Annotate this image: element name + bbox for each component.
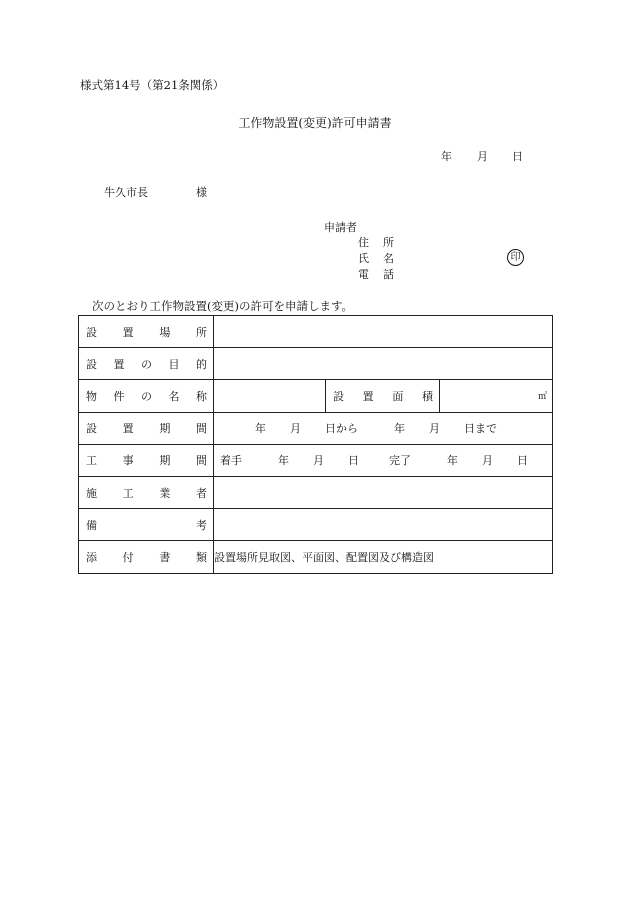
label-char: の — [141, 389, 152, 403]
label-char: 設 — [86, 422, 97, 436]
label-char: 場 — [159, 325, 171, 339]
label-char: 置 — [362, 389, 374, 403]
remarks-label-cell — [79, 509, 214, 541]
construction-end-day: 日 — [517, 454, 528, 468]
location-value-cell[interactable] — [214, 316, 553, 348]
label-char: の — [141, 357, 152, 371]
date-year-label: 年 — [441, 150, 452, 163]
label-char: 積 — [421, 389, 433, 403]
table-row — [79, 541, 553, 573]
period-start-day: 日から — [325, 422, 358, 436]
construction-start-year: 年 — [278, 454, 289, 468]
label-char: 添 — [86, 550, 97, 564]
remarks-value-cell[interactable] — [214, 509, 553, 541]
label-char: 期 — [159, 422, 171, 436]
period-value — [214, 413, 552, 444]
label-char: 設 — [86, 325, 97, 339]
table-row — [79, 380, 553, 412]
date-day-label: 日 — [512, 150, 523, 163]
construction-start-label: 着手 — [220, 454, 242, 468]
recipient-honorific: 様 — [196, 186, 207, 199]
label-char: 書 — [159, 550, 171, 564]
area-label-cell — [326, 380, 440, 412]
label-char: 事 — [122, 454, 134, 468]
location-label-cell — [79, 316, 214, 348]
recipient-name: 牛久市長 — [104, 186, 148, 199]
application-table — [78, 315, 553, 574]
label-char: 的 — [196, 357, 207, 371]
construction-value — [214, 445, 552, 476]
label-char: 考 — [196, 518, 207, 532]
period-label-cell — [79, 412, 214, 444]
construction-label-cell — [79, 444, 214, 476]
label-char: 類 — [195, 550, 207, 564]
label-char: 者 — [195, 486, 207, 500]
property-name-label-cell — [79, 380, 214, 412]
label-char: 目 — [168, 357, 180, 371]
contractor-label — [79, 485, 213, 501]
label-char: 面 — [392, 389, 404, 403]
contractor-label-cell — [79, 476, 214, 508]
area-label — [326, 388, 439, 404]
label-char: 置 — [113, 357, 125, 371]
label-char: 話 — [383, 268, 394, 281]
purpose-label — [79, 356, 213, 372]
label-char: 期 — [159, 454, 171, 468]
label-char: 物 — [86, 389, 97, 403]
label-char: 備 — [86, 518, 97, 532]
label-char: 名 — [168, 389, 180, 403]
table-row — [79, 316, 553, 348]
label-char: 名 — [383, 252, 394, 265]
attachments-label-cell — [79, 541, 214, 573]
label-char: 業 — [159, 486, 171, 500]
applicant-heading: 申請者 — [324, 221, 357, 234]
construction-end-month: 月 — [482, 454, 493, 468]
form-number: 様式第14号（第21条関係） — [80, 78, 225, 92]
property-name-value-cell[interactable] — [214, 380, 326, 412]
label-char: 住 — [358, 236, 369, 249]
construction-end-label: 完了 — [389, 454, 411, 468]
label-char: 称 — [196, 389, 207, 403]
construction-value-cell[interactable] — [214, 444, 553, 476]
label-char: 氏 — [358, 252, 369, 265]
purpose-value-cell[interactable] — [214, 348, 553, 380]
table-row — [79, 412, 553, 444]
label-char: 所 — [195, 325, 207, 339]
label-char: 置 — [122, 422, 134, 436]
label-char: 設 — [86, 357, 97, 371]
construction-start-month: 月 — [313, 454, 324, 468]
purpose-label-cell — [79, 348, 214, 380]
applicant-phone-label — [358, 269, 394, 280]
area-unit: ㎡ — [538, 392, 548, 403]
label-char: 工 — [86, 454, 97, 468]
construction-start-day: 日 — [348, 454, 359, 468]
table-row — [79, 348, 553, 380]
table-row — [79, 444, 553, 476]
contractor-value-cell[interactable] — [214, 476, 553, 508]
attachments-label — [79, 549, 213, 565]
applicant-address-label — [358, 237, 394, 248]
label-char: 電 — [358, 268, 369, 281]
seal-mark: 印 — [507, 249, 524, 266]
label-char: 施 — [86, 486, 97, 500]
table-row — [79, 476, 553, 508]
property-name-label — [79, 388, 213, 404]
period-end-day: 日まで — [464, 422, 497, 436]
period-end-month: 月 — [429, 422, 440, 436]
label-char: 所 — [383, 236, 394, 249]
location-label — [79, 324, 213, 340]
label-char: 件 — [113, 389, 125, 403]
area-value-cell[interactable] — [440, 380, 553, 412]
document-title: 工作物設置(変更)許可申請書 — [238, 116, 392, 130]
period-start-month: 月 — [290, 422, 301, 436]
applicant-name-label — [358, 253, 394, 264]
intro-sentence: 次のとおり工作物設置(変更)の許可を申請します。 — [92, 299, 354, 313]
label-char: 設 — [333, 389, 344, 403]
label-char: 間 — [195, 422, 207, 436]
label-char: 間 — [195, 454, 207, 468]
table-row — [79, 509, 553, 541]
period-label — [79, 420, 213, 436]
period-start-year: 年 — [255, 422, 266, 436]
construction-end-year: 年 — [447, 454, 458, 468]
attachments-value-cell — [214, 541, 553, 573]
label-char: 工 — [122, 486, 134, 500]
construction-label — [79, 452, 213, 468]
period-value-cell[interactable] — [214, 412, 553, 444]
label-char: 置 — [122, 325, 134, 339]
label-char: 付 — [122, 550, 134, 564]
remarks-label — [79, 517, 213, 533]
period-end-year: 年 — [394, 422, 405, 436]
date-month-label: 月 — [477, 150, 488, 163]
attachments-value: 設置場所見取図、平面図、配置図及び構造図 — [214, 550, 434, 564]
